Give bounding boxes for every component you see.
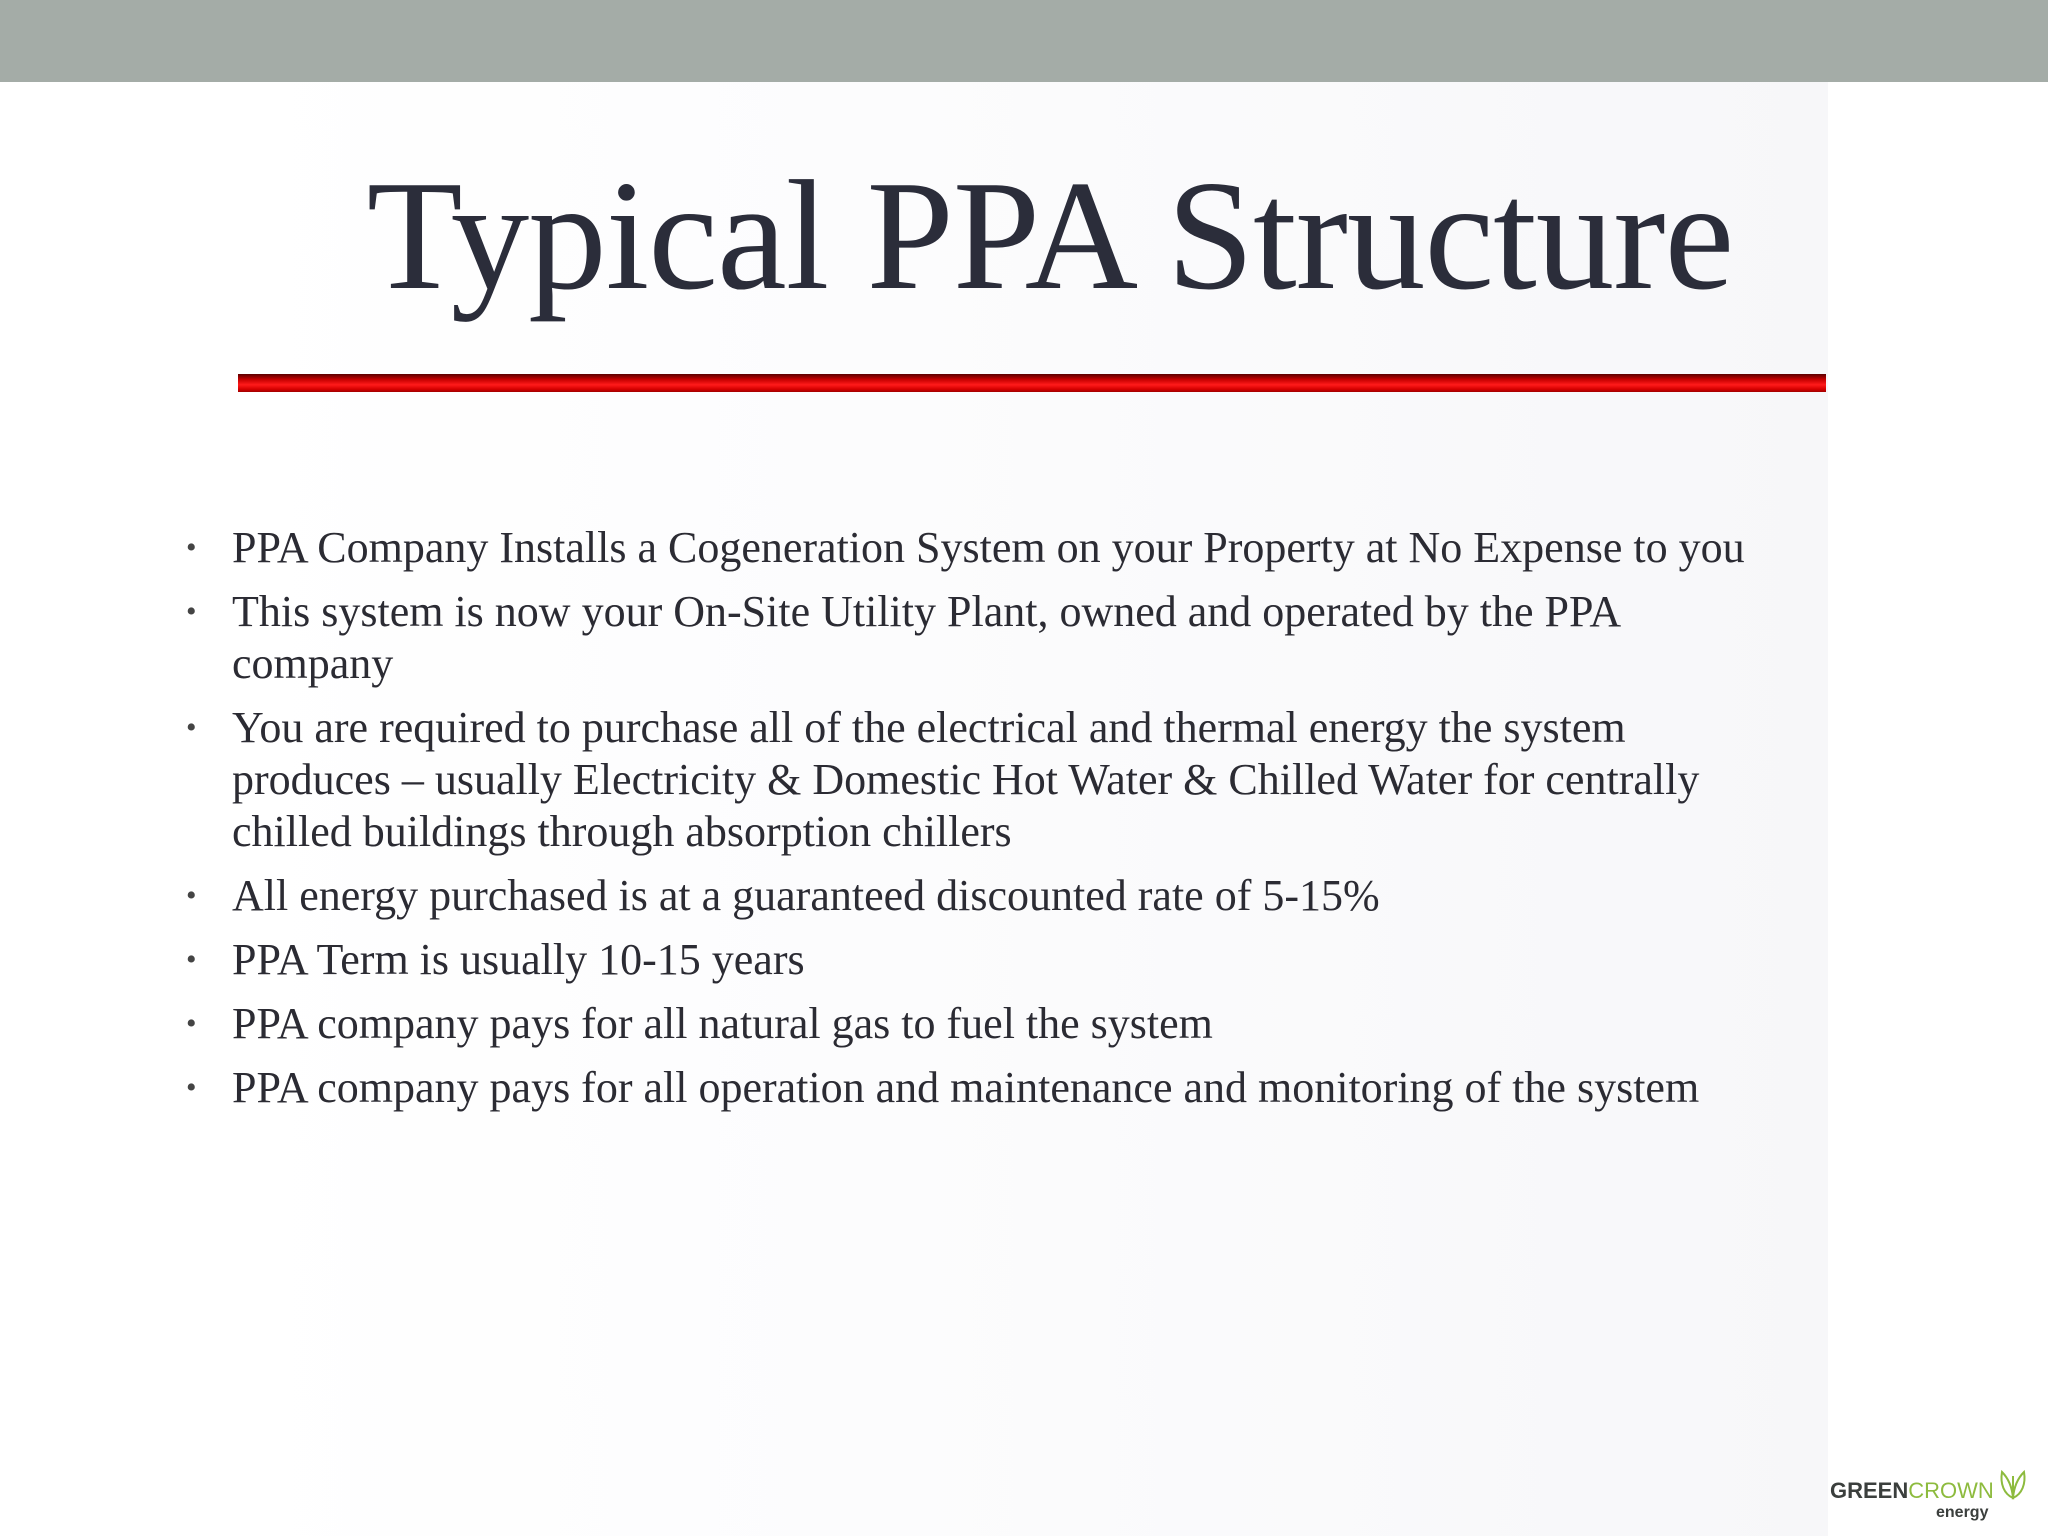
logo-word-green: GREEN: [1830, 1478, 1909, 1503]
company-logo: [1830, 1468, 2030, 1524]
bullet-item: [186, 934, 1766, 986]
logo-wordmark: [1830, 1478, 1994, 1504]
bullet-glyph: •: [186, 879, 197, 912]
bullet-text: PPA Company Installs a Cogeneration System on your Property at No Expense to you: [232, 523, 1745, 572]
bullet-item: [186, 586, 1766, 690]
bullet-text: PPA company pays for all operation and maintenance and monitoring of the system: [232, 1063, 1700, 1112]
bullet-item: [186, 998, 1766, 1050]
bullet-text: All energy purchased is at a guaranteed discounted rate of 5-15%: [232, 871, 1380, 920]
bullet-item: [186, 1062, 1766, 1114]
bullet-glyph: •: [186, 943, 197, 976]
bullet-glyph: •: [186, 1007, 197, 1040]
bullet-text: You are required to purchase all of the electrical and thermal energy the system produces – usually Electricity & Domestic Hot Water & Chilled Water for centrally chilled buildings through absorption chillers: [232, 703, 1700, 856]
bullet-item: [186, 522, 1766, 574]
bullet-item: [186, 702, 1766, 858]
top-banner: [0, 0, 2048, 82]
logo-word-crown: CROWN: [1908, 1478, 1994, 1503]
bullet-text: This system is now your On-Site Utility Plant, owned and operated by the PPA company: [232, 587, 1619, 688]
bullet-glyph: •: [186, 531, 197, 564]
bullet-item: [186, 870, 1766, 922]
bullet-glyph: •: [186, 595, 197, 628]
title-underline: [238, 374, 1826, 392]
logo-subtitle: energy: [1936, 1504, 1989, 1521]
bullet-glyph: •: [186, 1071, 197, 1104]
slide-title: Typical PPA Structure: [366, 148, 1734, 322]
bullet-list: [186, 522, 1766, 1126]
bullet-text: PPA company pays for all natural gas to fuel the system: [232, 999, 1213, 1048]
leaf-crown-icon: [1996, 1468, 2030, 1502]
bullet-glyph: •: [186, 711, 197, 744]
bullet-text: PPA Term is usually 10-15 years: [232, 935, 805, 984]
